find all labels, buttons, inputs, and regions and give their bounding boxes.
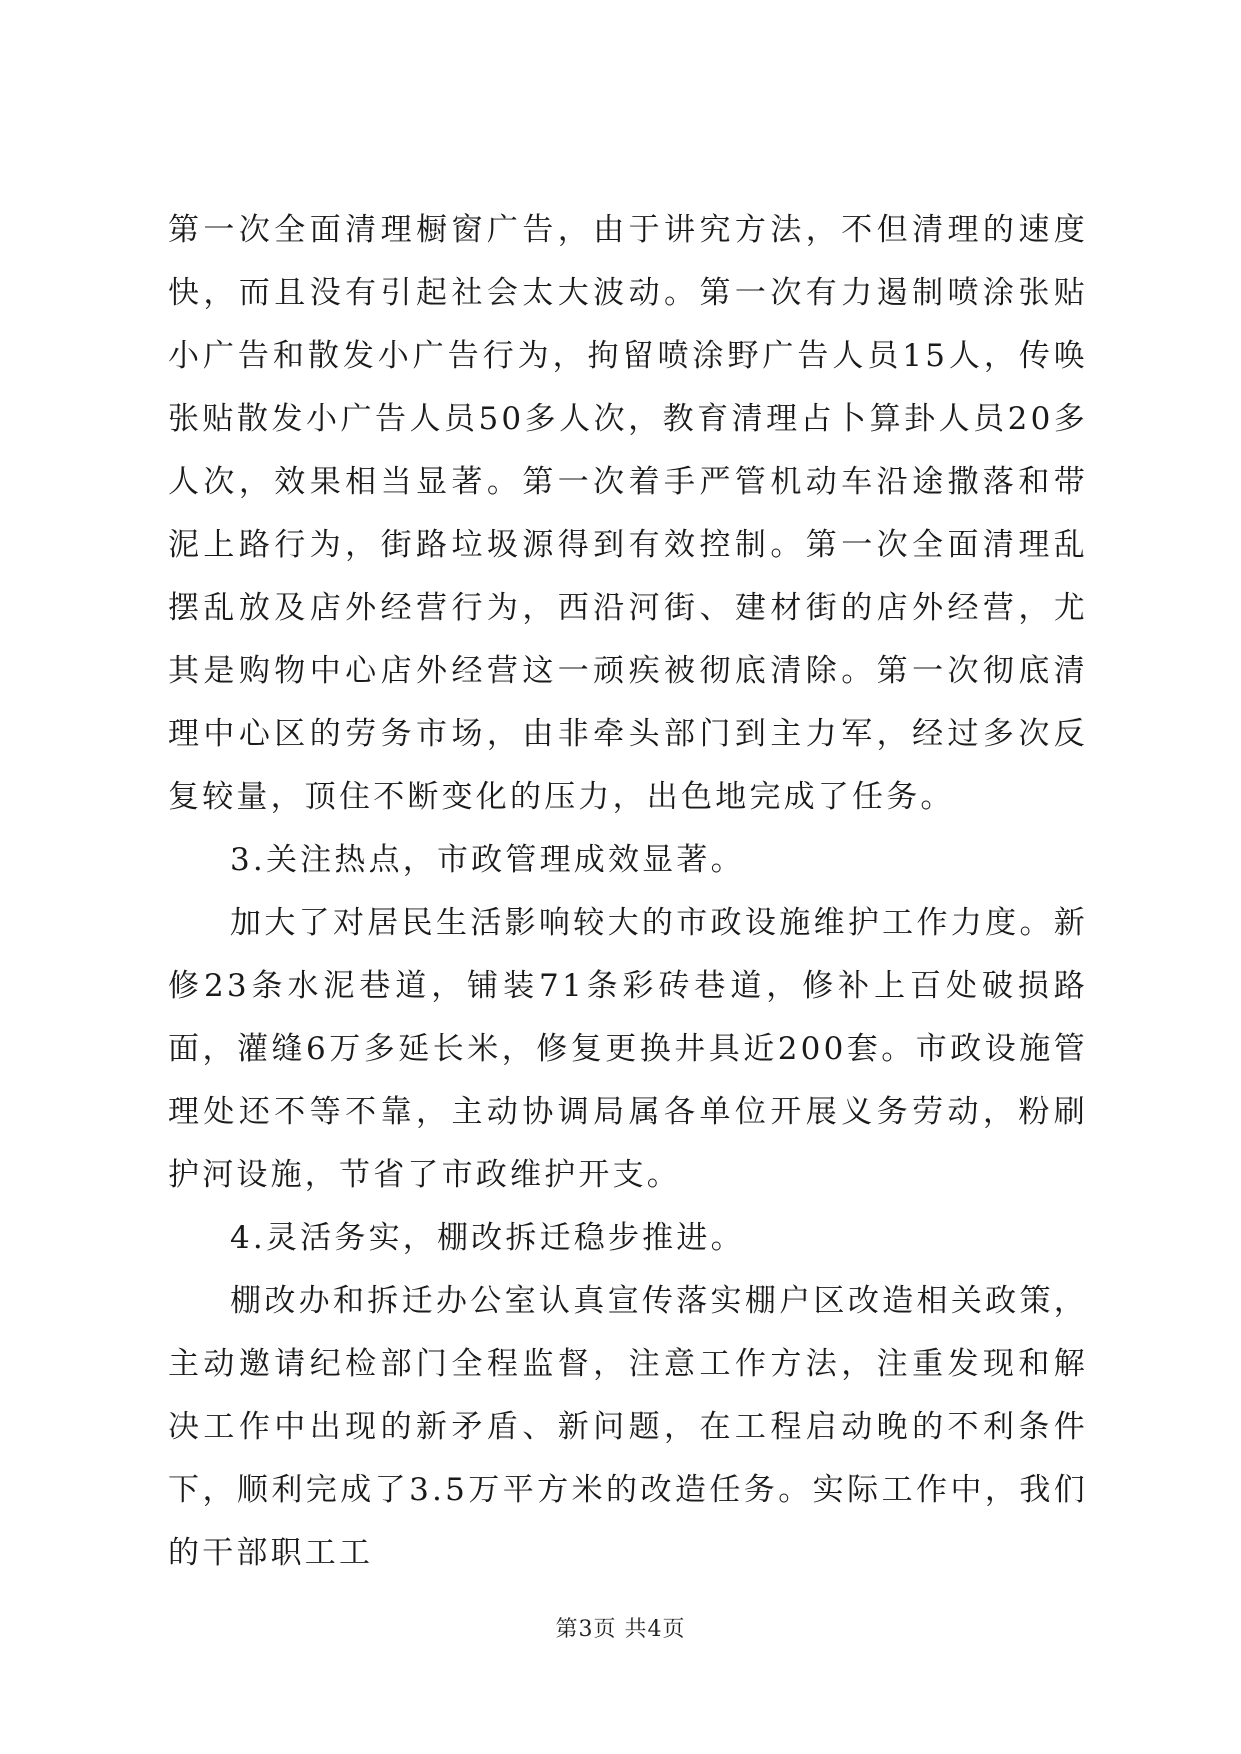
paragraph-municipal: 加大了对居民生活影响较大的市政设施维护工作力度。新修23条水泥巷道，铺装71条彩砖巷道，修补上百处破损路面，灌缝6万多延长米，修复更换井具近200套。市政设施管理处还不等不靠，主动协调局属各单位开展义务劳动，粉刷护河设施，节省了市政维护开支。 xyxy=(168,905,1088,1193)
document-body xyxy=(168,199,1088,1585)
page-number-footer: 第3页 共4页 xyxy=(555,1617,686,1642)
paragraph-shantytown: 棚改办和拆迁办公室认真宣传落实棚户区改造相关政策，主动邀请纪检部门全程监督，注意工作方法，注重发现和解决工作中出现的新矛盾、新问题，在工程启动晚的不利条件下，顺利完成了3.5万平方米的改造任务。实际工作中，我们的干部职工工 xyxy=(168,1283,1088,1571)
section-heading-3: 3.关注热点，市政管理成效显著。 xyxy=(230,842,745,878)
section-heading-4: 4.灵活务实，棚改拆迁稳步推进。 xyxy=(230,1220,745,1256)
paragraph-continuation: 第一次全面清理橱窗广告，由于讲究方法，不但清理的速度快，而且没有引起社会太大波动。第一次有力遏制喷涂张贴小广告和散发小广告行为，拘留喷涂野广告人员15人，传唤张贴散发小广告人员50多人次，教育清理占卜算卦人员20多人次，效果相当显著。第一次着手严管机动车沿途撒落和带泥上路行为，街路垃圾源得到有效控制。第一次全面清理乱摆乱放及店外经营行为，西沿河街、建材街的店外经营，尤其是购物中心店外经营这一顽疾被彻底清除。第一次彻底清理中心区的劳务市场，由非牵头部门到主力军，经过多次反复较量，顶住不断变化的压力，出色地完成了任务。 xyxy=(168,212,1088,815)
